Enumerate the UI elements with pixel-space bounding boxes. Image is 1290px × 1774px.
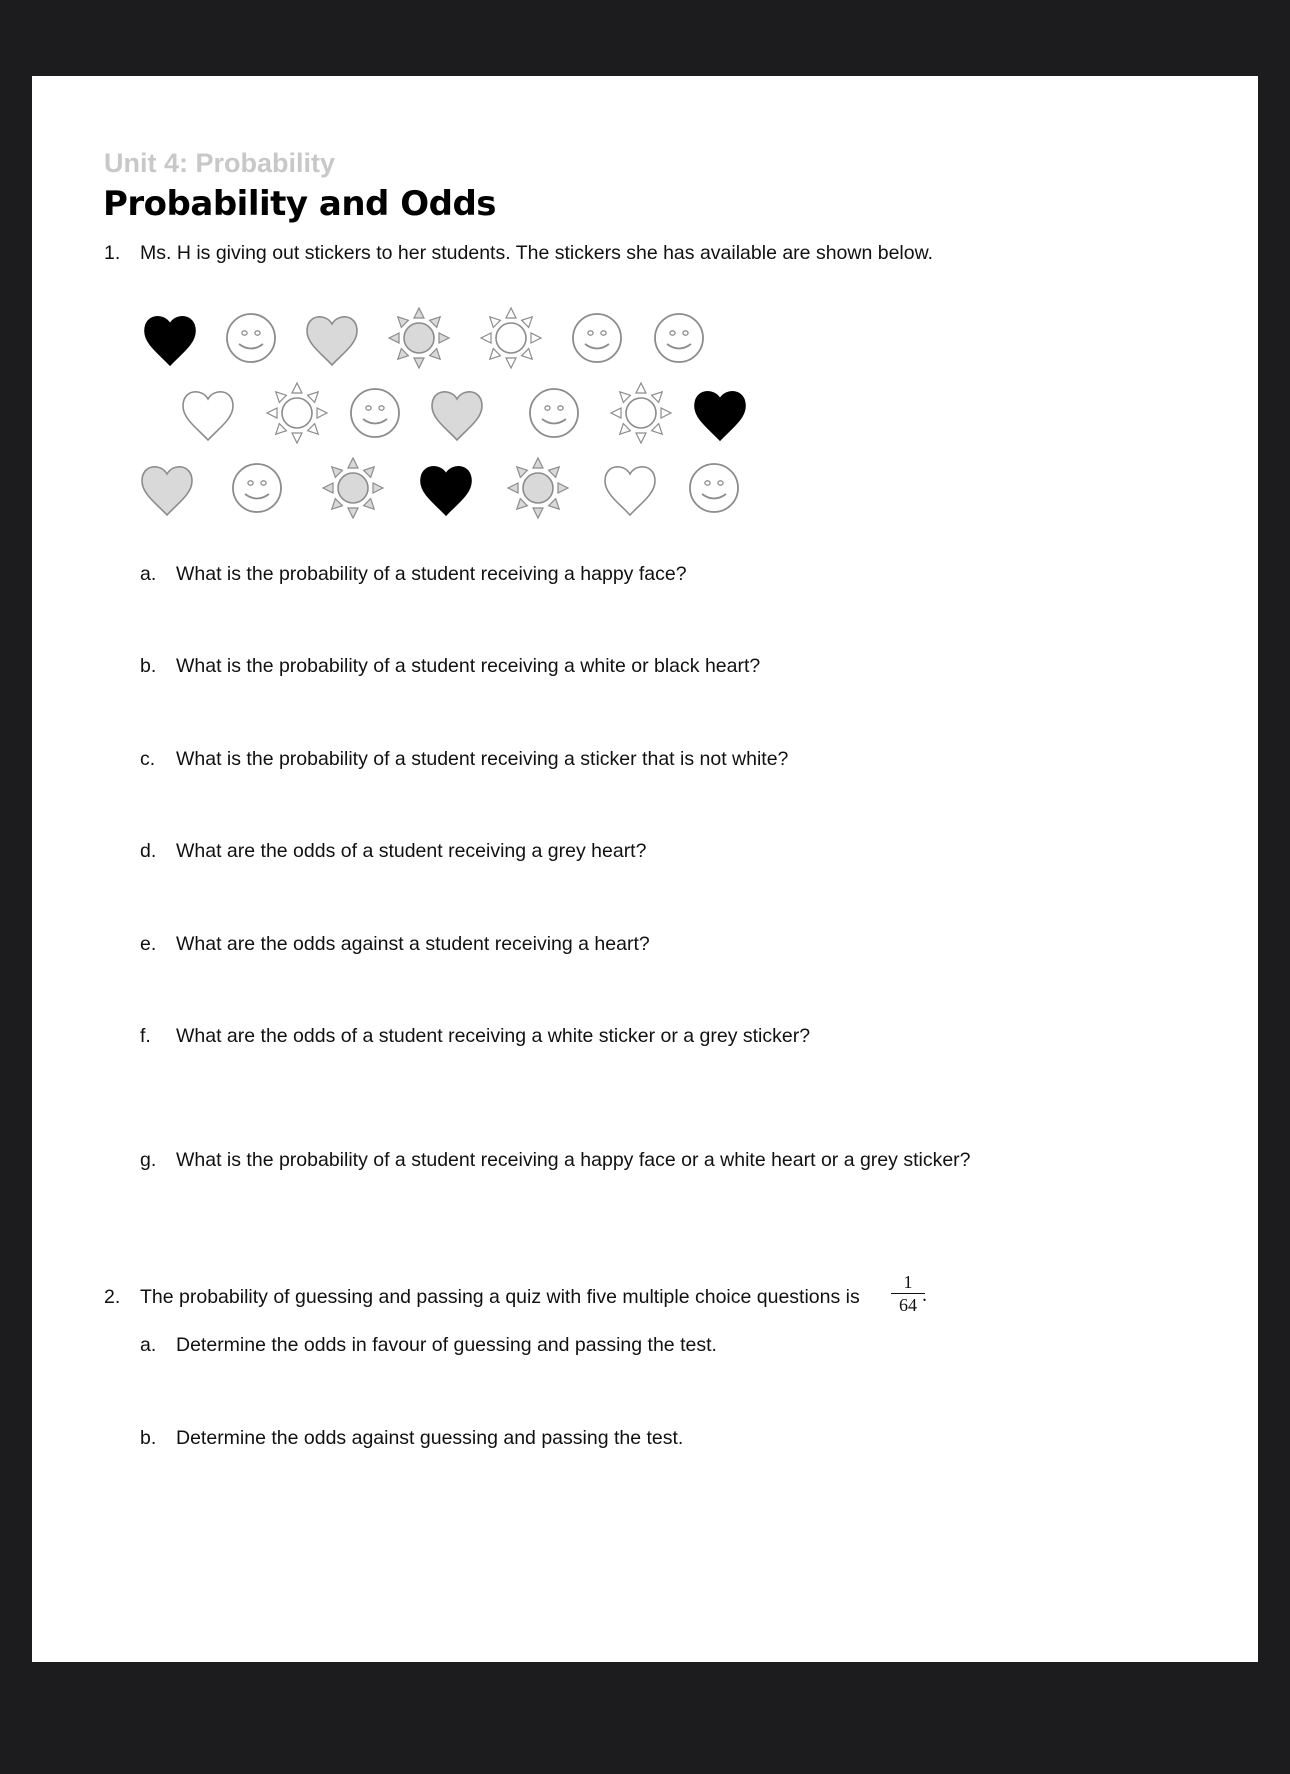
smiley-sticker — [233, 464, 281, 512]
question-1-text: Ms. H is giving out stickers to her students. The stickers she has available are shown below. — [140, 242, 934, 264]
fraction-bar — [891, 1293, 925, 1294]
heart-grey-sticker — [432, 392, 482, 440]
q1-part-a-letter: a. — [140, 563, 157, 585]
q1-part-c-text: What is the probability of a student receiving a sticker that is not white? — [176, 748, 789, 770]
worksheet-page — [32, 76, 1258, 1662]
q1-part-d-text: What are the odds of a student receiving a grey heart? — [176, 840, 647, 862]
sun-grey-sticker — [323, 458, 383, 518]
page-title: Probability and Odds — [103, 184, 497, 224]
q1-part-a-text: What is the probability of a student receiving a happy face? — [176, 563, 687, 585]
q1-part-g-text: What is the probability of a student receiving a happy face or a white heart or a grey sticker? — [176, 1149, 971, 1171]
smiley-sticker — [351, 389, 399, 437]
heart-black-sticker — [145, 317, 195, 365]
q1-part-b-letter: b. — [140, 655, 157, 677]
q1-part-f-text: What are the odds of a student receiving a white sticker or a grey sticker? — [176, 1025, 811, 1047]
smiley-sticker — [573, 314, 621, 362]
sun-grey-sticker — [508, 458, 568, 518]
fraction-denominator: 64 — [899, 1295, 917, 1315]
fraction-period: . — [922, 1284, 927, 1306]
q1-part-b-text: What is the probability of a student receiving a white or black heart? — [176, 655, 761, 677]
fraction-numerator: 1 — [903, 1272, 913, 1292]
q1-part-c-letter: c. — [140, 748, 156, 770]
question-1-number: 1. — [104, 242, 121, 264]
heart-white-sticker — [183, 392, 233, 440]
heart-white-sticker — [605, 467, 655, 515]
sun-white-sticker — [481, 308, 541, 368]
q1-part-g-letter: g. — [140, 1149, 157, 1171]
q2-part-b-text: Determine the odds against guessing and passing the test. — [176, 1427, 684, 1449]
sun-white-sticker — [267, 383, 327, 443]
q1-part-e-text: What are the odds against a student receiving a heart? — [176, 933, 650, 955]
q2-part-b-letter: b. — [140, 1427, 157, 1449]
question-2-number: 2. — [104, 1286, 121, 1308]
q1-part-f-letter: f. — [140, 1025, 151, 1047]
sticker-grid — [32, 76, 1258, 1662]
q1-part-d-letter: d. — [140, 840, 157, 862]
unit-label: Unit 4: Probability — [104, 148, 336, 178]
heart-grey-sticker — [142, 467, 192, 515]
q1-part-e-letter: e. — [140, 933, 157, 955]
heart-black-sticker — [421, 467, 471, 515]
q2-part-a-text: Determine the odds in favour of guessing and passing the test. — [176, 1334, 717, 1356]
question-2-text: The probability of guessing and passing a quiz with five multiple choice questions is — [140, 1286, 860, 1308]
q2-part-a-letter: a. — [140, 1334, 157, 1356]
smiley-sticker — [530, 389, 578, 437]
smiley-sticker — [227, 314, 275, 362]
heart-grey-sticker — [307, 317, 357, 365]
smiley-sticker — [655, 314, 703, 362]
smiley-sticker — [690, 464, 738, 512]
heart-black-sticker — [695, 392, 745, 440]
sun-grey-sticker — [389, 308, 449, 368]
sun-white-sticker — [611, 383, 671, 443]
